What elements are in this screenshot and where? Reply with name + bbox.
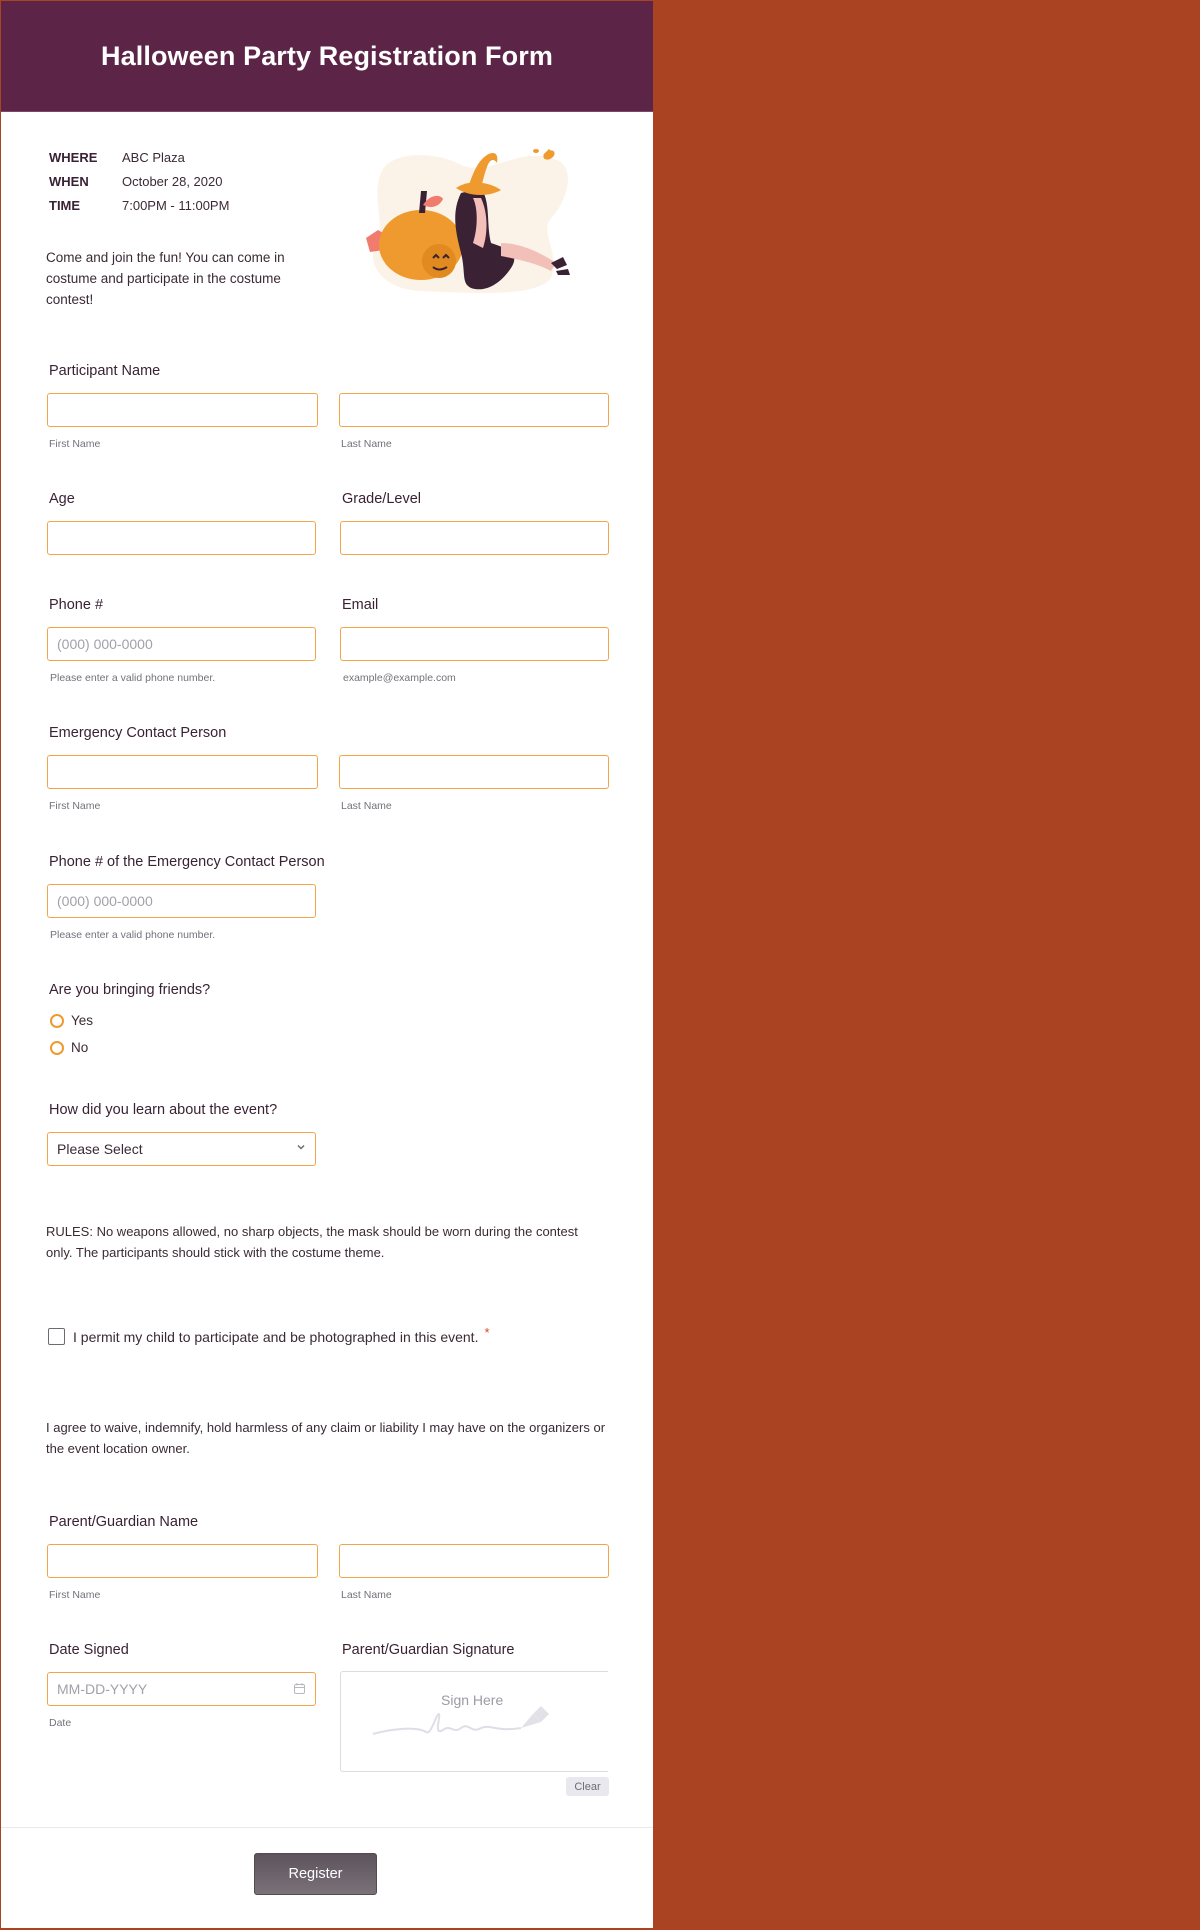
- last-name-sublabel: Last Name: [341, 1589, 392, 1601]
- info-value: ABC Plaza: [122, 150, 185, 165]
- info-value: October 28, 2020: [122, 174, 223, 189]
- footer-divider: [1, 1827, 653, 1828]
- date-signed-label: Date Signed: [49, 1642, 129, 1658]
- emergency-contact-label: Emergency Contact Person: [49, 725, 227, 741]
- date-sublabel: Date: [49, 1717, 72, 1729]
- last-name-sublabel: Last Name: [341, 438, 392, 450]
- guardian-name-label: Parent/Guardian Name: [49, 1514, 199, 1530]
- info-row-time: [49, 198, 229, 213]
- radio-circle-icon[interactable]: [50, 1041, 64, 1055]
- signature-placeholder: Sign Here: [441, 1692, 504, 1708]
- emergency-phone-input[interactable]: [47, 884, 316, 918]
- permission-label: I permit my child to participate and be photographed in this event.: [73, 1328, 479, 1345]
- info-key: WHEN: [49, 174, 89, 189]
- signature-label: Parent/Guardian Signature: [342, 1642, 515, 1658]
- bringing-friends-label: Are you bringing friends?: [49, 982, 211, 998]
- emergency-phone-label: Phone # of the Emergency Contact Person: [49, 854, 325, 870]
- last-name-sublabel: Last Name: [341, 800, 392, 812]
- emergency-first-name-input[interactable]: [47, 755, 318, 789]
- chevron-down-icon: [296, 1142, 306, 1152]
- phone-placeholder: (000) 000-0000: [57, 636, 153, 652]
- age-label: Age: [49, 491, 75, 507]
- radio-yes-label: Yes: [71, 1013, 94, 1028]
- first-name-sublabel: First Name: [49, 1589, 101, 1601]
- first-name-sublabel: First Name: [49, 438, 101, 450]
- radio-no[interactable]: [50, 1040, 88, 1055]
- register-button[interactable]: Register: [254, 1853, 377, 1895]
- signature-pen-icon: [371, 1694, 571, 1744]
- first-name-sublabel: First Name: [49, 800, 101, 812]
- form-header: [1, 1, 653, 112]
- grade-label: Grade/Level: [342, 491, 421, 507]
- waiver-text: I agree to waive, indemnify, hold harmless of any claim or liability I may have on the organizers or the event location owner.: [46, 1420, 606, 1456]
- grade-input[interactable]: [340, 521, 609, 555]
- info-row-when: [49, 174, 222, 189]
- participant-name-label: Participant Name: [49, 363, 161, 379]
- info-row-where: [49, 150, 185, 165]
- guardian-last-name-input[interactable]: [339, 1544, 609, 1578]
- radio-circle-icon[interactable]: [50, 1014, 64, 1028]
- participant-first-name-input[interactable]: [47, 393, 318, 427]
- guardian-first-name-input[interactable]: [47, 1544, 318, 1578]
- learn-about-select[interactable]: [47, 1132, 316, 1166]
- registration-form: [1, 1, 653, 1928]
- email-label: Email: [342, 597, 379, 613]
- select-value: Please Select: [57, 1141, 143, 1157]
- permission-checkbox[interactable]: [48, 1328, 65, 1345]
- signature-pad[interactable]: [340, 1671, 608, 1772]
- required-asterisk: *: [484, 1325, 490, 1340]
- info-key: TIME: [49, 198, 81, 213]
- email-sublabel: example@example.com: [343, 672, 456, 684]
- info-value: 7:00PM - 11:00PM: [122, 198, 230, 213]
- witch-illustration-icon: [361, 143, 591, 298]
- date-signed-input[interactable]: [47, 1672, 316, 1706]
- phone-label: Phone #: [49, 597, 104, 613]
- emergency-last-name-input[interactable]: [339, 755, 609, 789]
- date-placeholder: MM-DD-YYYY: [57, 1681, 148, 1697]
- email-input[interactable]: [340, 627, 609, 661]
- rules-text: RULES: No weapons allowed, no sharp objects, the mask should be worn during the contest only. The participants should stick with the costume theme.: [46, 1224, 578, 1260]
- calendar-icon[interactable]: [293, 1682, 306, 1695]
- age-input[interactable]: [47, 521, 316, 555]
- emergency-phone-placeholder: (000) 000-0000: [57, 893, 153, 909]
- radio-yes[interactable]: [50, 1013, 93, 1028]
- phone-sublabel: Please enter a valid phone number.: [50, 672, 216, 684]
- info-key: WHERE: [49, 150, 98, 165]
- permission-checkbox-row[interactable]: [48, 1325, 490, 1345]
- phone-input[interactable]: [47, 627, 316, 661]
- intro-text: Come and join the fun! You can come in costume and participate in the costume contest!: [46, 250, 285, 307]
- radio-no-label: No: [71, 1040, 89, 1055]
- form-title: Halloween Party Registration Form: [101, 40, 553, 71]
- participant-last-name-input[interactable]: [339, 393, 609, 427]
- clear-signature-button[interactable]: Clear: [566, 1777, 609, 1796]
- emergency-phone-sublabel: Please enter a valid phone number.: [50, 929, 216, 941]
- learn-about-label: How did you learn about the event?: [49, 1102, 278, 1118]
